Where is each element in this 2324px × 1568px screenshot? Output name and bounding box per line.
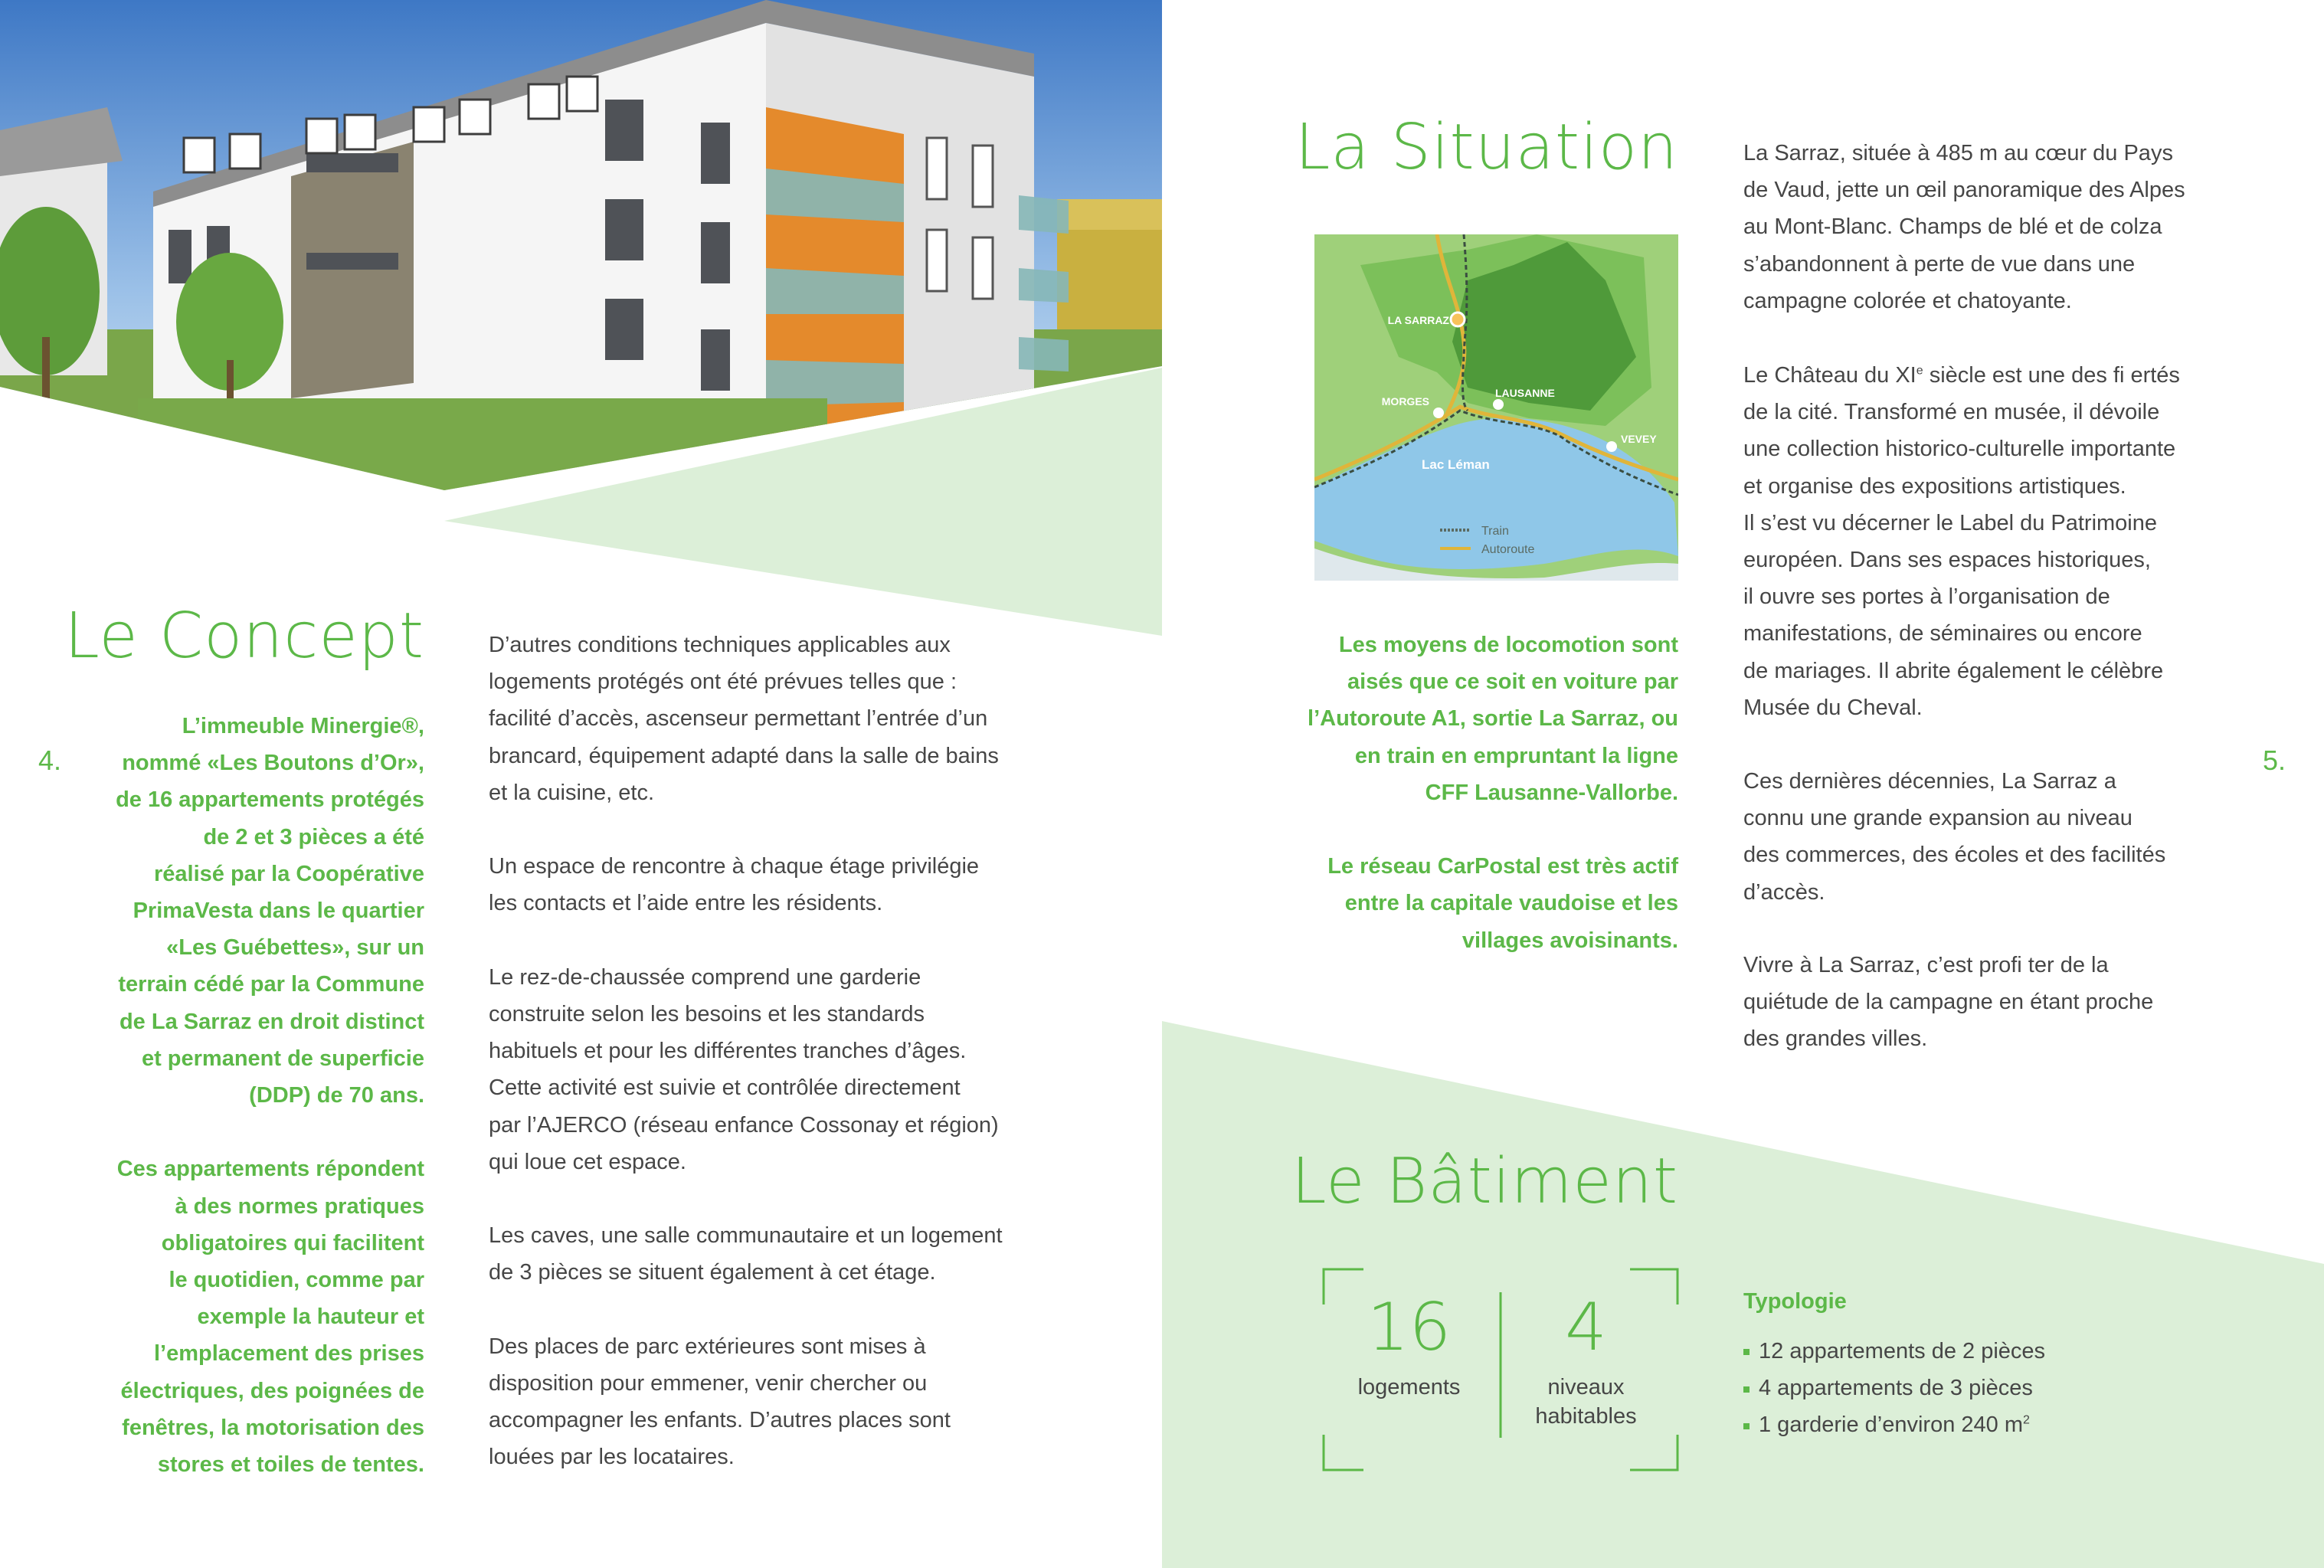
situation-body-4: Vivre à La Sarraz, c’est profi ter de la quiétude de la campagne en étant proche des grandes villes. — [1743, 953, 2154, 1052]
concept-body: D’autres conditions techniques applicables aux logements protégés ont été prévues telles que : facilité d’accès, ascenseur permettant l’entrée d’un brancard, équipement adapté dans la salle de bains et la cuisine, etc. Un espace de rencontre à chaque étage privilégie les contacts et l’aide entre les résidents. Le rez-de-chaussée comprend une garderie construite selon les besoins et les standards habituels et pour les différentes tranches d’âges. Cette activité est suivie et contrôlée directement par l’AJERCO (réseau enfance Cossonay et région) qui loue cet espace. Les caves, une salle communautaire et un logement de 3 pièces se situent également à cet étage. Des places de parc extérieures sont mises à disposition pour emmener, venir chercher ou accompagner les enfants. D’autres places sont louées par les locataires. — [489, 633, 1003, 1470]
stat-logements-label: logements — [1357, 1375, 1461, 1399]
typologie-item — [1743, 1333, 2045, 1370]
typologie-item-text: 12 appartements de 2 pièces — [1759, 1339, 2046, 1363]
situation-body-3: Ces dernières décennies, La Sarraz a connu une grande expansion au niveau des commerces, des écoles et des facilités d’accès. — [1743, 769, 2166, 905]
concept-title: Le Concept — [64, 600, 424, 673]
situation-body-2 — [1743, 357, 2241, 726]
map-label-morges: MORGES — [1381, 395, 1429, 408]
typologie-item-text: 4 appartements de 3 pièces — [1759, 1376, 2033, 1401]
situation-body-2-start: Le Château du XI — [1743, 363, 1916, 388]
typologie-list — [1743, 1333, 2045, 1444]
legend-autoroute-label: Autoroute — [1481, 543, 1535, 556]
map-label-lausanne: LAUSANNE — [1495, 387, 1555, 399]
region-map — [1314, 234, 1678, 581]
page-number-left: 4. — [38, 745, 62, 776]
legend-train-label: Train — [1481, 525, 1509, 538]
situation-body-1: La Sarraz, située à 485 m au cœur du Pays de Vaud, jette un œil panoramique des Alpes au Mont-Blanc. Champs de blé et de colza s’abandonnent à perte de vue dans une campagne colorée et chatoyante. — [1743, 141, 2185, 313]
typologie-title: Typologie — [1743, 1289, 1847, 1314]
map-label-la-sarraz: LA SARRAZ — [1387, 314, 1449, 326]
typologie-item-sup: 2 — [2022, 1413, 2030, 1427]
stat-niveaux-label: niveaux habitables — [1535, 1375, 1637, 1429]
bullet-icon — [1743, 1423, 1750, 1429]
situation-body-2-rest: siècle est une des fi ertés de la cité. Transformé en musée, il dévoile une collection historico-culturelle importante et organise des expositions artistiques. Il s’est vu décerner le Label du Patrimoine européen. Dans ses espaces historiques, il ouvre ses portes à l’organisation de manifestations, de séminaires ou encore de mariages. Il abrite également le célèbre Musée du Cheval. — [1743, 363, 2180, 720]
typologie-item-text: 1 garderie d’environ 240 m — [1759, 1413, 2023, 1438]
situation-title: La Situation — [1295, 111, 1678, 184]
map-label-vevey: VEVEY — [1621, 433, 1657, 445]
bullet-icon — [1743, 1349, 1750, 1355]
stat-logements-value: 16 — [1367, 1289, 1452, 1366]
building-photo — [0, 0, 1162, 490]
map-label-lake: Lac Léman — [1422, 457, 1490, 472]
concept-highlight: L’immeuble Minergie®, nommé «Les Boutons d’Or», de 16 appartements protégés de 2 et 3 pièces a été réalisé par la Coopérative PrimaVesta dans le quartier «Les Guébettes», sur un terrain cédé par la Commune de La Sarraz en droit distinct et permanent de superficie (DDP) de 70 ans. Ces appartements répondent à des normes pratiques obligatoires qui facilitent le quotidien, comme par exemple la hauteur et l’emplacement des prises électriques, des poignées de fenêtres, la motorisation des stores et toiles de tentes. — [116, 714, 424, 1478]
situation-body-2-sup: e — [1916, 364, 1923, 378]
batiment-title: Le Bâtiment — [1291, 1145, 1678, 1218]
typologie-item — [1743, 1370, 2045, 1406]
bullet-icon — [1743, 1386, 1750, 1393]
page-number-right: 5. — [2263, 745, 2286, 776]
stat-niveaux-value: 4 — [1565, 1289, 1607, 1366]
typologie-item — [1743, 1406, 2045, 1443]
situation-highlight: Les moyens de locomotion sont aisés que ce soit en voiture par l’Autoroute A1, sortie La Sarraz, ou en train en empruntant la ligne CFF Lausanne-Vallorbe. Le réseau CarPostal est très actif entre la capitale vaudoise et les villages avoisinants. — [1308, 633, 1678, 953]
